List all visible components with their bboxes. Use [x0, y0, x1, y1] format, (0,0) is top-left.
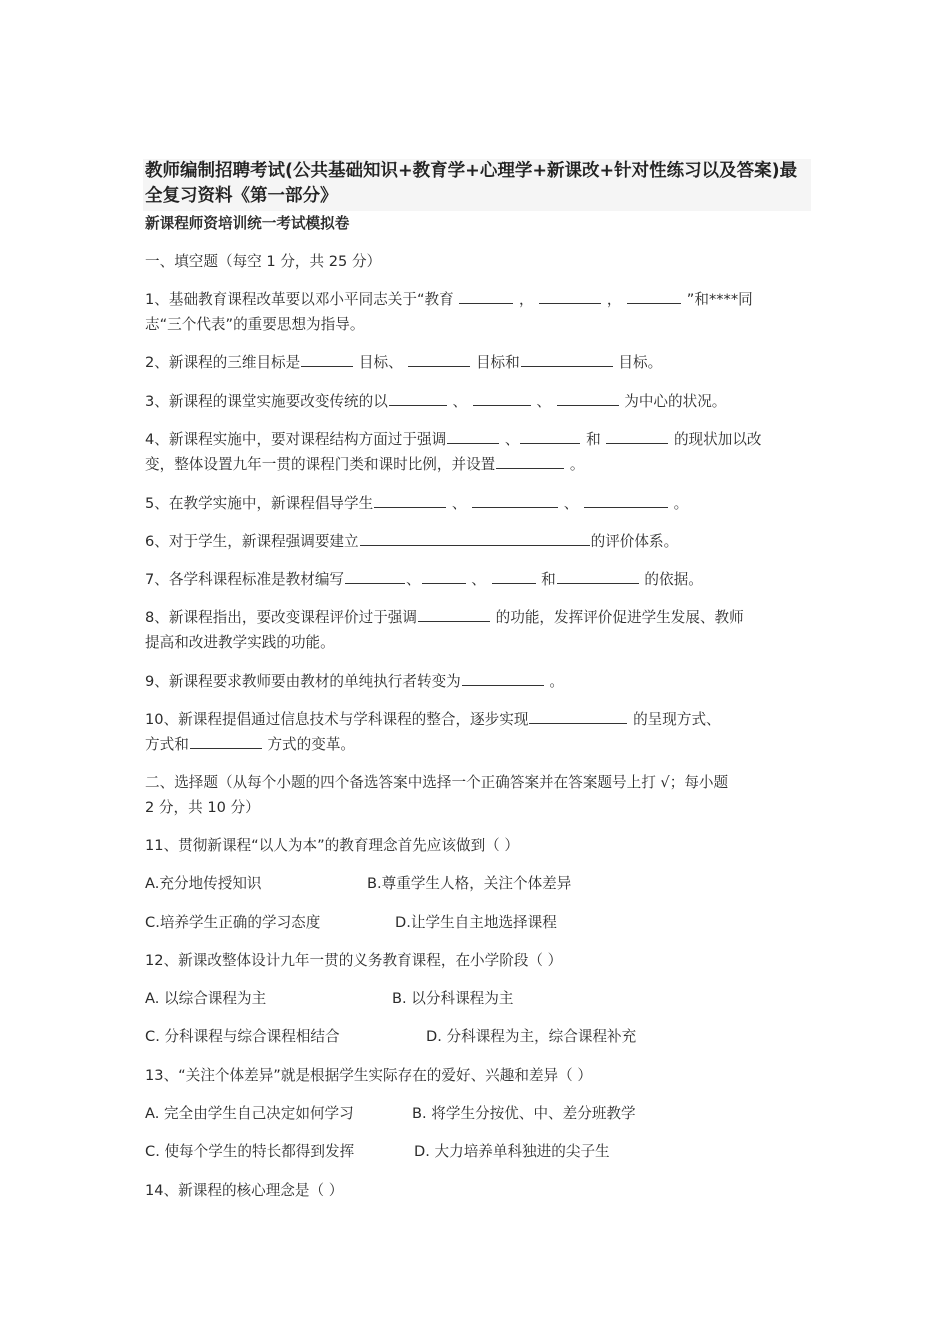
q7-text-c: 、 — [471, 571, 486, 588]
q5-text-b: 、 — [451, 495, 467, 512]
q6-text-b: 的评价体系。 — [590, 533, 679, 550]
q7-text-d: 和 — [541, 571, 556, 588]
question-10-line-1 — [145, 708, 811, 732]
option-a[interactable]: A. 以综合课程为主 — [145, 990, 267, 1007]
q10-text-c: 方式和 — [145, 736, 189, 753]
question-11-options-ab — [145, 872, 811, 896]
q1-text-a: 1、基础教育课程改革要以邓小平同志关于“教育 — [145, 291, 454, 308]
question-12-options-ab — [145, 987, 811, 1011]
q4-text-e: 变，整体设置九年一贯的课程门类和课时比例，并设置 — [145, 456, 496, 473]
q7-text-a: 7、各学科课程标准是教材编写 — [145, 571, 345, 588]
blank[interactable] — [557, 569, 639, 584]
option-a[interactable]: A.充分地传授知识 — [145, 875, 262, 892]
blank[interactable] — [422, 569, 466, 584]
question-13-options-ab — [145, 1102, 811, 1126]
blank[interactable] — [529, 709, 627, 724]
question-7 — [145, 568, 811, 592]
section-fill-in-heading: 一、填空题（每空 1 分，共 25 分） — [145, 253, 382, 270]
blank[interactable] — [606, 429, 668, 444]
q10-text-d: 方式的变革。 — [267, 736, 356, 753]
blank[interactable] — [418, 607, 490, 622]
q2-text-b: 目标、 — [358, 354, 403, 371]
q10-text-a: 10、新课程提倡通过信息技术与学科课程的整合，逐步实现 — [145, 711, 529, 728]
question-12-stem: 12、新课改整体设计九年一贯的义务教育课程，在小学阶段（ ） — [145, 952, 563, 969]
question-6 — [145, 530, 811, 554]
blank[interactable] — [627, 289, 681, 304]
question-4-line-1 — [145, 428, 811, 452]
question-8-line-1 — [145, 606, 811, 630]
blank[interactable] — [520, 429, 580, 444]
option-c[interactable]: C.培养学生正确的学习态度 — [145, 914, 321, 931]
q8-text-a: 8、新课程指出，要改变课程评价过于强调 — [145, 609, 417, 626]
blank[interactable] — [496, 454, 564, 469]
blank[interactable] — [462, 671, 544, 686]
q2-text-c: 目标和 — [475, 354, 520, 371]
q1-text-c: ， — [606, 291, 622, 308]
option-b[interactable]: B. 将学生分按优、中、差分班教学 — [412, 1105, 636, 1122]
blank[interactable] — [190, 734, 262, 749]
q4-text-d: 的现状加以改 — [673, 431, 762, 448]
question-4-line-2 — [145, 453, 811, 477]
question-13-options-cd — [145, 1140, 811, 1164]
q7-text-e: 的依据。 — [644, 571, 703, 588]
question-2 — [145, 351, 811, 375]
question-9 — [145, 670, 811, 694]
option-c[interactable]: C. 分科课程与综合课程相结合 — [145, 1028, 340, 1045]
option-c[interactable]: C. 使每个学生的特长都得到发挥 — [145, 1143, 355, 1160]
question-1-line-2: 志“三个代表”的重要思想为指导。 — [145, 316, 365, 333]
exam-subtitle: 新课程师资培训统一考试模拟卷 — [145, 215, 350, 232]
question-14-stem: 14、新课程的核心理念是（ ） — [145, 1182, 344, 1199]
q5-text-a: 5、在教学实施中，新课程倡导学生 — [145, 495, 374, 512]
question-11-stem: 11、贯彻新课程“以人为本”的教育理念首先应该做到（ ） — [145, 837, 519, 854]
blank[interactable] — [473, 391, 531, 406]
question-1-line-1 — [145, 288, 811, 312]
blank[interactable] — [408, 352, 470, 367]
blank[interactable] — [521, 352, 613, 367]
q3-text-d: 为中心的状况。 — [624, 393, 727, 410]
q3-text-b: 、 — [452, 393, 468, 410]
section-choice-heading-line-2: 2 分，共 10 分） — [145, 799, 260, 816]
document-title: 教师编制招聘考试(公共基础知识+教育学+心理学+新课改+针对性练习以及答案)最全复习资料《第一部分》 — [145, 161, 798, 206]
option-b[interactable]: B.尊重学生人格，关注个体差异 — [367, 875, 572, 892]
option-d[interactable]: D. 大力培养单科独进的尖子生 — [414, 1143, 610, 1160]
q10-text-b: 的呈现方式、 — [633, 711, 721, 728]
blank[interactable] — [447, 429, 499, 444]
q2-text-d: 目标。 — [618, 354, 663, 371]
q1-text-b: ， — [519, 291, 534, 308]
option-d[interactable]: D.让学生自主地选择课程 — [395, 914, 557, 931]
q6-text-a: 6、对于学生，新课程强调要建立 — [145, 533, 359, 550]
q4-text-f: 。 — [569, 456, 585, 473]
q4-text-c: 和 — [586, 431, 601, 448]
blank[interactable] — [360, 531, 590, 546]
title-block — [143, 159, 811, 211]
q5-text-c: 、 — [563, 495, 579, 512]
blank[interactable] — [389, 391, 447, 406]
blank[interactable] — [301, 352, 353, 367]
q4-text-b: 、 — [504, 431, 520, 448]
option-b[interactable]: B. 以分科课程为主 — [392, 990, 514, 1007]
q8-text-b: 的功能，发挥评价促进学生发展、教师 — [495, 609, 744, 626]
q1-text-d: ”和****同 — [686, 291, 753, 308]
q5-text-d: 。 — [673, 495, 689, 512]
blank[interactable] — [374, 493, 446, 508]
blank[interactable] — [557, 391, 619, 406]
option-d[interactable]: D. 分科课程为主，综合课程补充 — [426, 1028, 637, 1045]
blank[interactable] — [492, 569, 536, 584]
option-a[interactable]: A. 完全由学生自己决定如何学习 — [145, 1105, 354, 1122]
section-choice-heading-line-1: 二、选择题（从每个小题的四个备选答案中选择一个正确答案并在答案题号上打 √；每小题 — [145, 774, 729, 791]
q9-text-b: 。 — [549, 673, 565, 690]
q7-text-b: 、 — [406, 571, 421, 588]
q4-text-a: 4、新课程实施中，要对课程结构方面过于强调 — [145, 431, 447, 448]
question-10-line-2 — [145, 733, 811, 757]
q3-text-a: 3、新课程的课堂实施要改变传统的以 — [145, 393, 388, 410]
q2-text-a: 2、新课程的三维目标是 — [145, 354, 301, 371]
blank[interactable] — [459, 289, 513, 304]
blank[interactable] — [345, 569, 405, 584]
question-12-options-cd — [145, 1025, 811, 1049]
question-11-options-cd — [145, 911, 811, 935]
question-3 — [145, 390, 811, 414]
blank[interactable] — [584, 493, 668, 508]
question-5 — [145, 492, 811, 516]
question-8-line-2: 提高和改进教学实践的功能。 — [145, 634, 335, 651]
question-13-stem: 13、“关注个体差异”就是根据学生实际存在的爱好、兴趣和差异（ ） — [145, 1067, 592, 1084]
q9-text-a: 9、新课程要求教师要由教材的单纯执行者转变为 — [145, 673, 461, 690]
blank[interactable] — [472, 493, 558, 508]
blank[interactable] — [539, 289, 601, 304]
q3-text-c: 、 — [536, 393, 551, 410]
